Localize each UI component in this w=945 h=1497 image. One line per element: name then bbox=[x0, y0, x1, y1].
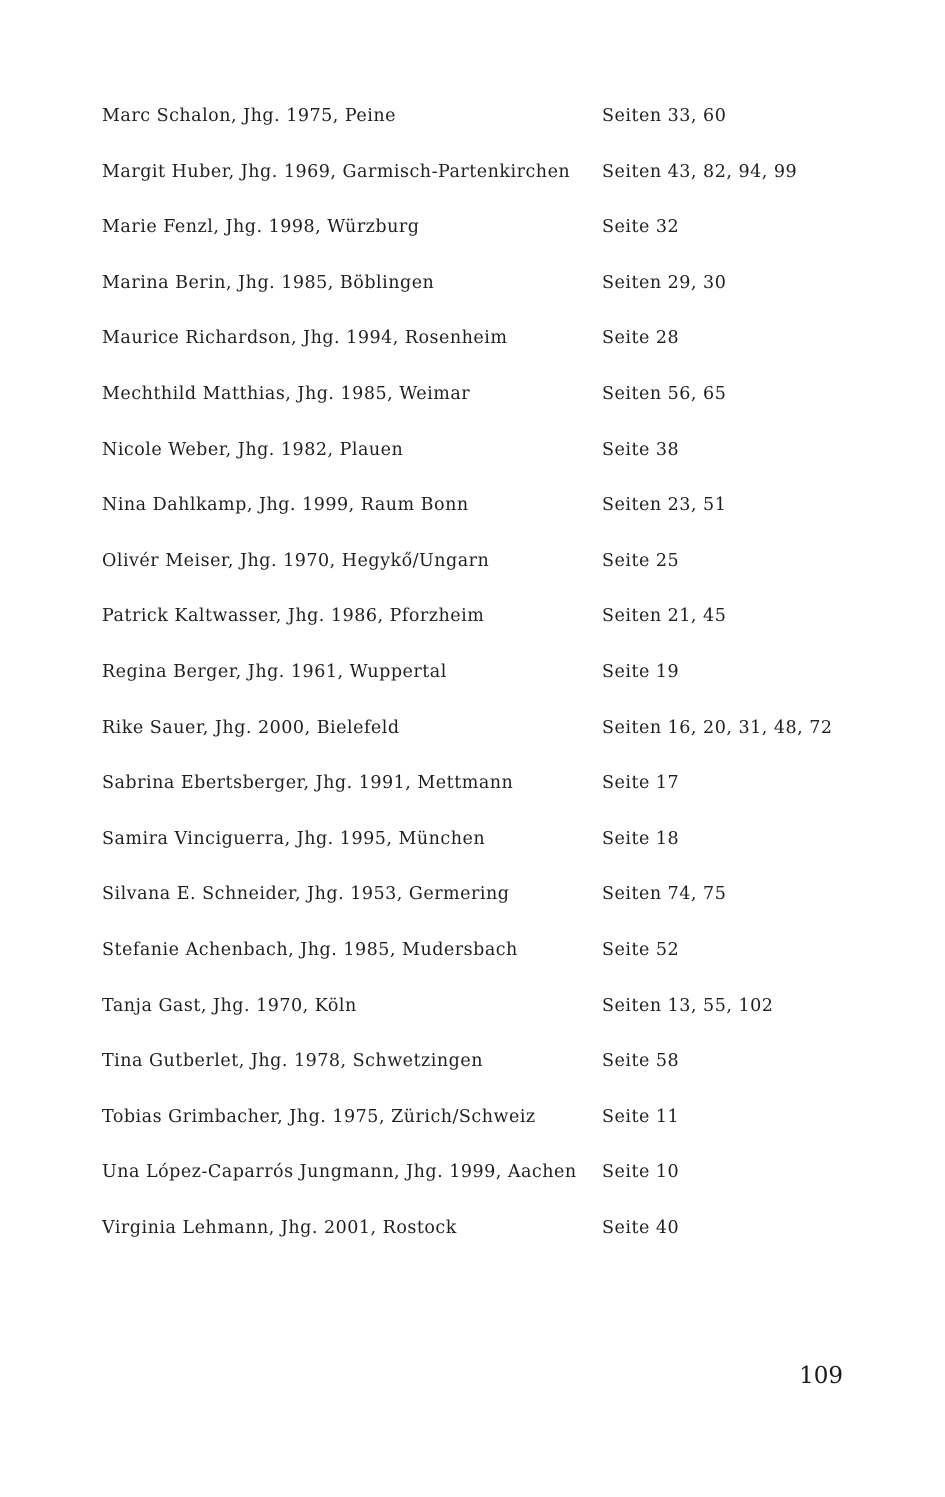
page-reference: Seiten 43, 82, 94, 99 bbox=[602, 161, 798, 182]
index-entry bbox=[102, 602, 862, 658]
page-reference: Seiten 16, 20, 31, 48, 72 bbox=[602, 717, 833, 738]
index-entry bbox=[102, 1214, 862, 1270]
page-reference: Seiten 13, 55, 102 bbox=[602, 995, 774, 1016]
page-reference: Seiten 74, 75 bbox=[602, 884, 727, 905]
page-reference: Seite 40 bbox=[602, 1217, 680, 1238]
page-reference: Seite 52 bbox=[602, 939, 680, 960]
index-entry bbox=[102, 992, 862, 1048]
contributor-index bbox=[102, 102, 862, 1269]
contributor-name: Rike Sauer, Jhg. 2000, Bielefeld bbox=[102, 717, 400, 738]
contributor-name: Virginia Lehmann, Jhg. 2001, Rostock bbox=[102, 1217, 457, 1238]
page-reference: Seite 18 bbox=[602, 828, 680, 849]
index-entry bbox=[102, 436, 862, 492]
contributor-name: Mechthild Matthias, Jhg. 1985, Weimar bbox=[102, 383, 471, 404]
index-entry bbox=[102, 158, 862, 214]
index-entry bbox=[102, 1103, 862, 1159]
index-entry bbox=[102, 769, 862, 825]
contributor-name: Nina Dahlkamp, Jhg. 1999, Raum Bonn bbox=[102, 495, 469, 516]
index-entry bbox=[102, 658, 862, 714]
index-entry bbox=[102, 1158, 862, 1214]
index-entry bbox=[102, 269, 862, 325]
index-entry bbox=[102, 380, 862, 436]
page-reference: Seiten 23, 51 bbox=[602, 495, 727, 516]
contributor-name: Patrick Kaltwasser, Jhg. 1986, Pforzheim bbox=[102, 606, 485, 627]
contributor-name: Sabrina Ebertsberger, Jhg. 1991, Mettmann bbox=[102, 773, 514, 794]
index-entry bbox=[102, 936, 862, 992]
page-reference: Seite 32 bbox=[602, 217, 680, 238]
page-reference: Seite 58 bbox=[602, 1051, 680, 1072]
index-entry bbox=[102, 880, 862, 936]
contributor-name: Marie Fenzl, Jhg. 1998, Würzburg bbox=[102, 217, 420, 238]
page-reference: Seiten 56, 65 bbox=[602, 383, 727, 404]
contributor-name: Regina Berger, Jhg. 1961, Wuppertal bbox=[102, 661, 447, 682]
page-reference: Seite 19 bbox=[602, 661, 680, 682]
page-reference: Seite 17 bbox=[602, 773, 680, 794]
contributor-name: Marina Berin, Jhg. 1985, Böblingen bbox=[102, 272, 435, 293]
contributor-name: Olivér Meiser, Jhg. 1970, Hegykő/Ungarn bbox=[102, 550, 490, 571]
index-entry bbox=[102, 825, 862, 881]
contributor-name: Nicole Weber, Jhg. 1982, Plauen bbox=[102, 439, 404, 460]
index-entry bbox=[102, 491, 862, 547]
contributor-name: Tanja Gast, Jhg. 1970, Köln bbox=[102, 995, 357, 1016]
index-entry bbox=[102, 324, 862, 380]
contributor-name: Maurice Richardson, Jhg. 1994, Rosenheim bbox=[102, 328, 508, 349]
contributor-name: Marc Schalon, Jhg. 1975, Peine bbox=[102, 106, 396, 126]
contributor-name: Stefanie Achenbach, Jhg. 1985, Mudersbach bbox=[102, 939, 518, 960]
page-reference: Seite 28 bbox=[602, 328, 680, 349]
page-reference: Seiten 29, 30 bbox=[602, 272, 727, 293]
index-entry bbox=[102, 102, 862, 158]
page-number: 109 bbox=[799, 1363, 843, 1389]
page-reference: Seiten 21, 45 bbox=[602, 606, 727, 627]
contributor-name: Una López-Caparrós Jungmann, Jhg. 1999, Aachen bbox=[102, 1162, 577, 1183]
contributor-name: Silvana E. Schneider, Jhg. 1953, Germering bbox=[102, 884, 510, 905]
page-reference: Seite 11 bbox=[602, 1106, 680, 1127]
index-entry bbox=[102, 714, 862, 770]
page-reference: Seiten 33, 60 bbox=[602, 106, 727, 126]
contributor-name: Tobias Grimbacher, Jhg. 1975, Zürich/Schweiz bbox=[102, 1106, 536, 1127]
contributor-name: Margit Huber, Jhg. 1969, Garmisch-Partenkirchen bbox=[102, 161, 571, 182]
index-entry bbox=[102, 1047, 862, 1103]
page-reference: Seite 25 bbox=[602, 550, 680, 571]
contributor-name: Tina Gutberlet, Jhg. 1978, Schwetzingen bbox=[102, 1051, 483, 1072]
page-reference: Seite 10 bbox=[602, 1162, 680, 1183]
index-entry bbox=[102, 547, 862, 603]
index-entry bbox=[102, 213, 862, 269]
contributor-name: Samira Vinciguerra, Jhg. 1995, München bbox=[102, 828, 486, 849]
page-reference: Seite 38 bbox=[602, 439, 680, 460]
